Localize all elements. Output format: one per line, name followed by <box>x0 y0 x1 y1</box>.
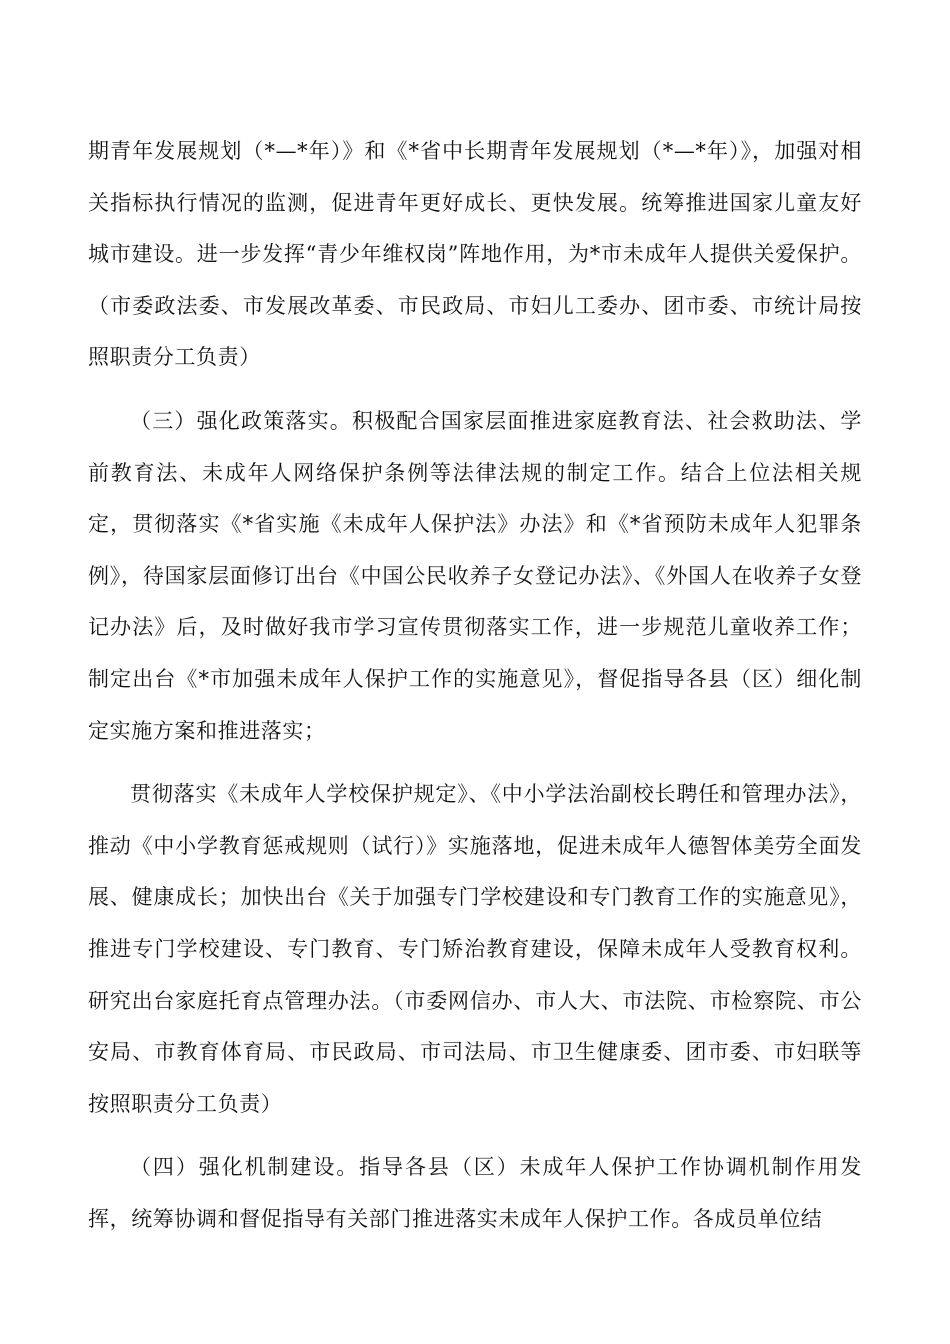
paragraph-section-four: （四）强化机制建设。指导各县（区）未成年人保护工作协调机制作用发挥，统筹协调和督促指导有关部门推进落实未成年人保护工作。各成员单位结 <box>88 1155 862 1231</box>
paragraph-continuation: 期青年发展规划（*—*年）》和《*省中长期青年发展规划（*—*年）》，加强对相关指标执行情况的监测，促进青年更好成长、更快发展。统筹推进国家儿童友好城市建设。进一步发挥“青少年维权岗”阵地作用，为*市未成年人提供关爱保护。（市委政法委、市发展改革委、市民政局、市妇儿工委办、团市委、市统计局按照职责分工负责） <box>88 139 862 370</box>
paragraph-school-protection: 贯彻落实《未成年人学校保护规定》、《中小学法治副校长聘任和管理办法》，推动《中小学教育惩戒规则（试行）》实施落地，促进未成年人德智体美劳全面发展、健康成长；加快出台《关于加强专门学校建设和专门教育工作的实施意见》，推进专门学校建设、专门教育、专门矫治教育建设，保障未成年人受教育权利。研究出台家庭托育点管理办法。（市委网信办、市人大、市法院、市检察院、市公安局、市教育体育局、市民政局、市司法局、市卫生健康委、团市委、市妇联等按照职责分工负责） <box>88 782 862 1116</box>
document-body <box>88 126 862 1245</box>
paragraph-section-three: （三）强化政策落实。积极配合国家层面推进家庭教育法、社会救助法、学前教育法、未成年人网络保护条例等法律法规的制定工作。结合上位法相关规定，贯彻落实《*省实施《未成年人保护法》办法》和《*省预防未成年人犯罪条例》，待国家层面修订出台《中国公民收养子女登记办法》、《外国人在收养子女登记办法》后，及时做好我市学习宣传贯彻落实工作，进一步规范儿童收养工作；制定出台《*市加强未成年人保护工作的实施意见》，督促指导各县（区）细化制定实施方案和推进落实； <box>88 408 862 743</box>
